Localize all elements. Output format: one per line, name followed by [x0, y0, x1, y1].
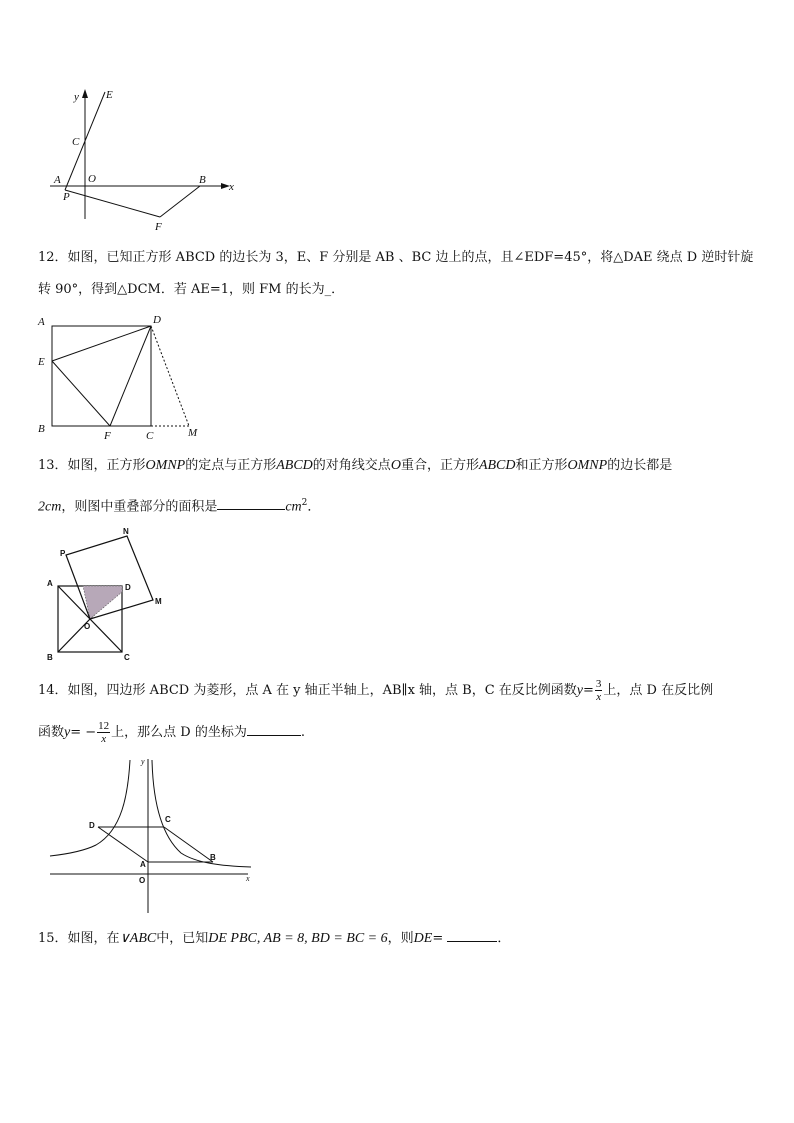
label-b: B: [38, 423, 45, 435]
question-14-line-1: 14．如图，四边形 ABCD 为菱形，点 A 在 y 轴正半轴上，AB∥x 轴，点 B，C 在反比例函数y= $\frac{3}{x}$ 上，点 D 在反比例: [38, 678, 714, 703]
label-b: B: [47, 653, 53, 662]
label-o: O: [88, 173, 96, 185]
label-x: x: [246, 874, 250, 883]
label-a: A: [140, 860, 146, 869]
question-13-line-2: 2cm，则图中重叠部分的面积是 $cm^2$．: [38, 498, 321, 515]
question-12-line-1: 12．如图，已知正方形 ABCD 的边长为 3，E、F 分别是 AB 、BC 边上的点，且∠EDF=45°，将△DAE 绕点 D 逆时针旋: [38, 250, 754, 265]
label-n: N: [123, 527, 129, 536]
figure-q14: [46, 755, 261, 915]
label-y: y: [74, 91, 79, 103]
label-y: y: [141, 757, 145, 766]
label-x: x: [229, 181, 234, 193]
label-a: A: [54, 174, 61, 186]
label-a: A: [38, 316, 45, 328]
fraction-3-over-x: $\frac{3}{x}$: [595, 678, 602, 703]
question-14-line-2: 函数y= − $\frac{12}{x}$ 上，那么点 D 的坐标为 .: [38, 720, 305, 745]
label-d: D: [89, 821, 95, 830]
label-c: C: [165, 815, 171, 824]
label-c: C: [72, 136, 80, 148]
fraction-12-over-x: $\frac{12}{x}$: [98, 720, 110, 745]
question-13-line-1: 13．如图，正方形OMNP的定点与正方形ABCD的对角线交点O重合，正方形ABCD和正方形OMNP的边长都是: [38, 458, 673, 473]
label-d: D: [153, 314, 161, 326]
label-o: O: [139, 876, 146, 885]
label-e: E: [106, 89, 113, 101]
label-a: A: [47, 579, 53, 588]
label-p: P: [60, 549, 66, 558]
answer-blank[interactable]: [247, 723, 301, 736]
label-p: P: [63, 191, 70, 203]
label-f: F: [104, 430, 111, 442]
figure-q13: [40, 522, 180, 667]
label-o: O: [84, 622, 91, 631]
answer-blank[interactable]: [217, 497, 285, 510]
answer-blank[interactable]: [447, 929, 497, 942]
figure-q12: [36, 312, 216, 442]
label-m: M: [188, 427, 198, 439]
label-f: F: [155, 221, 162, 233]
label-b: B: [210, 853, 216, 862]
figure-q11: [40, 84, 250, 234]
label-b: B: [199, 174, 206, 186]
label-c: C: [146, 430, 154, 442]
label-d: D: [125, 583, 131, 592]
question-15: 15．如图，在∨ABC中，已知DE PBC, AB = 8, BD = BC = 6，则DE= ．: [38, 931, 511, 946]
label-c: C: [124, 653, 130, 662]
question-12-line-2: 转 90°，得到△DCM．若 AE=1，则 FM 的长为_．: [38, 282, 345, 297]
label-m: M: [155, 597, 162, 606]
label-e: E: [38, 356, 45, 368]
